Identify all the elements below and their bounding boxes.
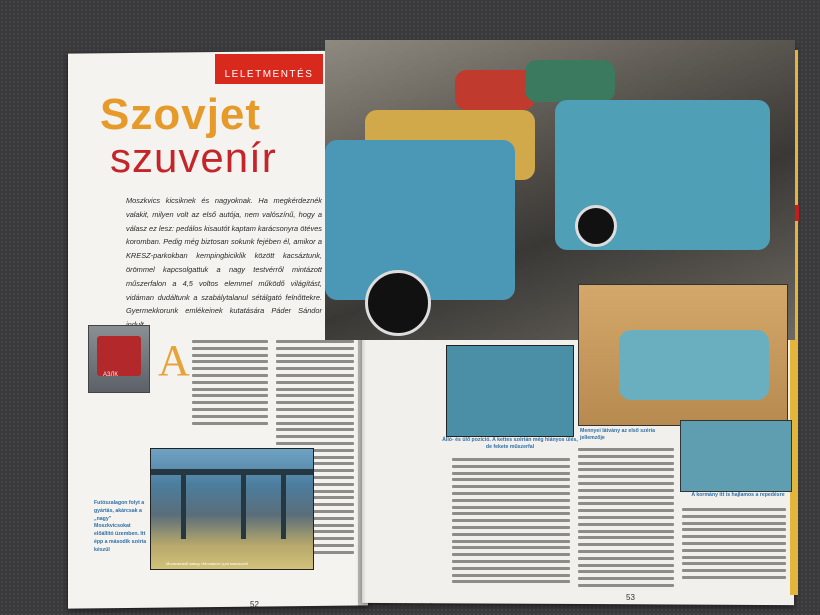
factory-beam: [181, 469, 186, 539]
pedal-car-red: [455, 70, 535, 110]
caption-first-series: Mennyei látvány az első széria jellemzője: [580, 428, 655, 442]
pedal-car-wheel: [365, 270, 431, 336]
body-column: [682, 508, 786, 583]
factory-caption: Futószalagon folyt a gyártás, akárcsak a „nagy” Moszkvicsokat előállító üzemben. Itt épp a második széria készül: [94, 500, 147, 553]
factory-beam: [281, 469, 286, 539]
article-title-line2: szuvenír: [110, 134, 277, 181]
body-column: [192, 340, 268, 428]
emblem-text: АЗЛК: [103, 372, 118, 378]
page-number-left: 52: [250, 600, 259, 609]
section-label: LELETMENTÉS: [215, 54, 323, 84]
pedal-car-wheel: [575, 205, 617, 247]
caption-steering: A kormány itt is hajlamos a repedésre: [691, 492, 785, 498]
pedal-car-blue-front: [325, 140, 515, 300]
article-title-line1: Szovjet: [100, 90, 262, 139]
factory-beam: [241, 469, 246, 539]
body-column: [578, 448, 674, 591]
factory-photo: [150, 448, 314, 570]
article-lead: Moszkvics kicsiknek és nagyoknak. Ha megkérdeznék valakit, milyen volt az első autója, nem valószínű, hogy a válasz ez lesz: pedálos kisautót kaptam karácsonyra ötéves koromban. Pedig még biztosan sokunk fejében él, amikor a KRESZ-parkokban kempingbiciklik között kacsáztunk, örömmel kapcsolgattuk a nagy testvérről mintázott műszerfalon a 4,5 voltos elemmel működő világítást, vidáman dudáltunk a szabálytalanul sétálgató felnőttekre. Gyermekkorunk emlékeinek kutatására Páder Sándor: [126, 196, 322, 316]
page-number-right: 53: [626, 593, 635, 602]
magazine-spread: [40, 40, 800, 611]
factory-photo-text: Московский завод «Москвич» для малышей: [166, 561, 248, 566]
steering-wheel-photo: [680, 420, 792, 492]
emblem-badge: [97, 336, 141, 376]
pedal-car-blue-inset: [619, 330, 769, 400]
pedal-car-green: [525, 60, 615, 102]
blue-pedal-car-photo: [578, 284, 788, 426]
caption-dashboard: Álló- és ülő pozíció. A kettes szérián még hiányos ülés, de fekete műszerfal: [442, 437, 578, 451]
body-column: [452, 458, 570, 587]
issue-date: 2008. március: [390, 602, 441, 611]
dropcap-ornament: A: [158, 336, 190, 385]
dashboard-photo: [446, 345, 574, 437]
factory-beam: [151, 469, 313, 475]
moskvich-emblem-image: [88, 325, 150, 393]
